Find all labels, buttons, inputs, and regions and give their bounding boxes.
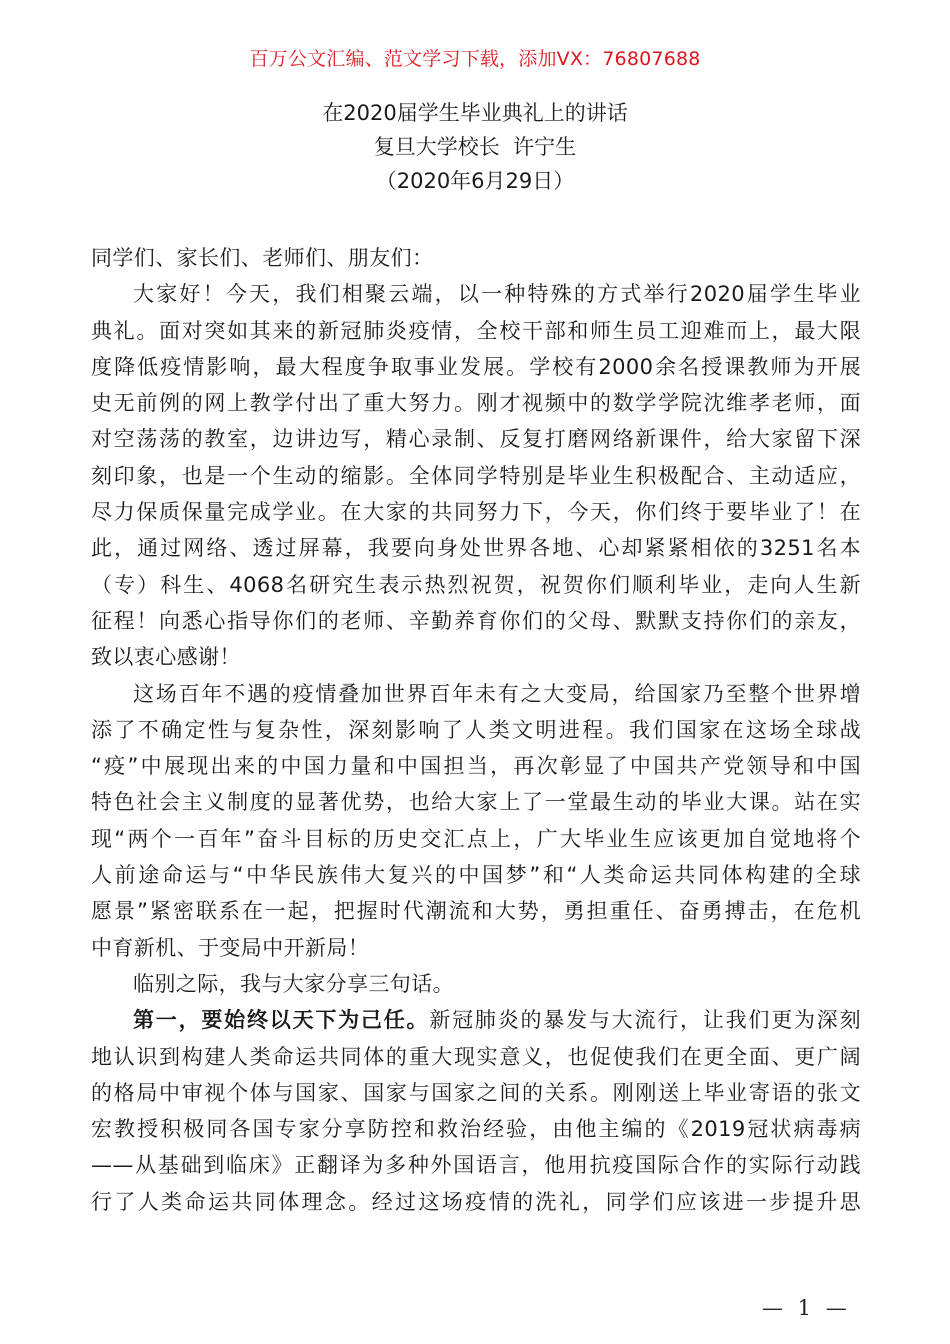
section-heading-first: 第一，要始终以天下为己任。 <box>133 1008 430 1033</box>
speech-date: （2020年6月29日） <box>375 169 575 193</box>
paragraph-line: 大家好！今天，我们相聚云端，以一种特殊的方式举行2020届学生毕业 <box>133 282 861 307</box>
paragraph-line: ——从基础到临床》正翻译为多种外国语言，他用抗疫国际合作的实际行动践 <box>91 1153 861 1178</box>
paragraph-line: 度降低疫情影响，最大程度争取事业发展。学校有2000余名授课教师为开展 <box>91 354 861 379</box>
paragraph-line-text: 新冠肺炎的暴发与大流行，让我们更为深刻 <box>429 1008 861 1033</box>
paragraph-line: 人前途命运与“中华民族伟大复兴的中国梦”和“人类命运共同体构建的全球 <box>91 863 861 888</box>
paragraph-line: 添了不确定性与复杂性，深刻影响了人类文明进程。我们国家在这场全球战 <box>91 717 861 742</box>
paragraph-line: 刻印象，也是一个生动的缩影。全体同学特别是毕业生积极配合、主动适应， <box>91 463 861 488</box>
paragraph-3 <box>91 966 861 1002</box>
paragraph-line: 中育新机、于变局中开新局！ <box>91 935 370 960</box>
paragraph-line: 典礼。面对突如其来的新冠肺炎疫情，全校干部和师生员工迎难而上，最大限 <box>91 318 861 343</box>
paragraph-line: 此，通过网络、透过屏幕，我要向身处世界各地、心却紧紧相依的3251名本 <box>91 536 861 561</box>
paragraph-4 <box>91 1002 861 1220</box>
page-number: — 1 — <box>762 1296 851 1320</box>
paragraph-line: “疫”中展现出来的中国力量和中国担当，再次彰显了中国共产党领导和中国 <box>91 754 861 779</box>
paragraph-1 <box>91 276 861 675</box>
paragraph-line: 愿景”紧密联系在一起，把握时代潮流和大势，勇担重任、奋勇搏击，在危机 <box>91 899 861 924</box>
paragraph-line-with-heading <box>91 1002 861 1038</box>
title-block <box>0 96 950 198</box>
paragraph-line: 地认识到构建人类命运共同体的重大现实意义，也促使我们在更全面、更广阔 <box>91 1044 861 1069</box>
paragraph-line: 临别之际，我与大家分享三句话。 <box>133 971 454 996</box>
paragraph-line: 特色社会主义制度的显著优势，也给大家上了一堂最生动的毕业大课。站在实 <box>91 790 861 815</box>
paragraph-line: 致以衷心感谢！ <box>91 645 241 670</box>
paragraph-line: （专）科生、4068名研究生表示热烈祝贺，祝贺你们顺利毕业，走向人生新 <box>91 572 861 597</box>
paragraph-line: 征程！向悉心指导你们的老师、辛勤养育你们的父母、默默支持你们的亲友， <box>91 608 861 633</box>
paragraph-line: 行了人类命运共同体理念。经过这场疫情的洗礼，同学们应该进一步提升思 <box>91 1189 861 1214</box>
speaker-line: 复旦大学校长 许宁生 <box>373 135 577 159</box>
paragraph-2 <box>91 676 861 966</box>
paragraph-line: 的格局中审视个体与国家、国家与国家之间的关系。刚刚送上毕业寄语的张文 <box>91 1080 861 1105</box>
salutation: 同学们、家长们、老师们、朋友们： <box>91 246 434 270</box>
paragraph-line: 史无前例的网上教学付出了重大努力。刚才视频中的数学学院沈维孝老师，面 <box>91 391 861 416</box>
watermark-banner: 百万公文汇编、范文学习下载，添加VX：76807688 <box>249 48 701 70</box>
paragraph-line: 尽力保质保量完成学业。在大家的共同努力下，今天，你们终于要毕业了！在 <box>91 500 861 525</box>
speech-title: 在2020届学生毕业典礼上的讲话 <box>322 101 628 125</box>
paragraph-line: 这场百年不遇的疫情叠加世界百年未有之大变局，给国家乃至整个世界增 <box>133 681 861 706</box>
paragraph-line: 对空荡荡的教室，边讲边写，精心录制、反复打磨网络新课件，给大家留下深 <box>91 427 861 452</box>
paragraph-line: 宏教授积极同各国专家分享防控和救治经验，由他主编的《2019冠状病毒病 <box>91 1117 861 1142</box>
paragraph-line: 现“两个一百年”奋斗目标的历史交汇点上，广大毕业生应该更加自觉地将个 <box>91 826 861 851</box>
document-body <box>91 240 861 1220</box>
